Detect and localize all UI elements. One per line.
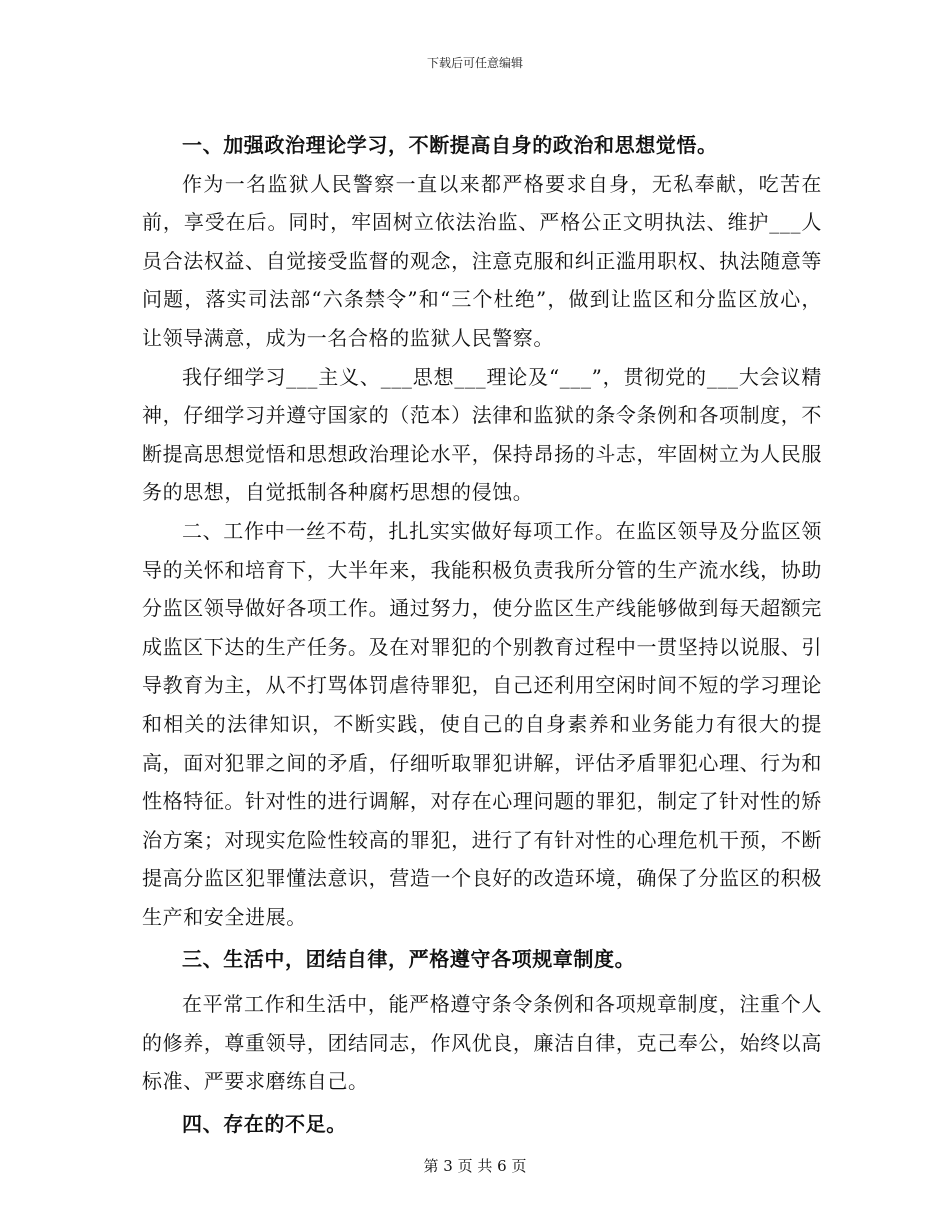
header-note: 下载后可任意编辑 [426, 56, 523, 70]
page-indicator: 第 3 页 共 6 页 [423, 1157, 527, 1175]
paragraph-1: 作为一名监狱人民警察一直以来都严格要求自身，无私奉献，吃苦在前，享受在后。同时，牢固树立依法治监、严格公正文明执法、维护___人员合法权益、自觉接受监督的观念，注意克服和纠正滥用职权、执法随意等问题，落实司法部“六条禁令”和“三个杜绝”，做到让监区和分监区放心，让领导满意，成为一名合格的监狱人民警察。 [142, 171, 822, 350]
paragraph-2: 我仔细学习___主义、___思想___理论及“___”，贯彻党的___大会议精神，仔细学习并遵守国家的（范本）法律和监狱的条令条例和各项制度，不断提高思想觉悟和思想政治理论水平，保持昂扬的斗志，牢固树立为人民服务的思想，自觉抵制各种腐朽思想的侵蚀。 [142, 364, 822, 505]
paragraph-4: 在平常工作和生活中，能严格遵守条令条例和各项规章制度，注重个人的修养，尊重领导，团结同志，作风优良，廉洁自律，克己奉公，始终以高标准、严要求磨练自己。 [142, 992, 822, 1094]
document-body [142, 106, 822, 1149]
section-heading-4: 四、存在的不足。 [182, 1111, 347, 1136]
section-heading-1: 一、加强政治理论学习，不断提高自身的政治和思想觉悟。 [182, 133, 718, 157]
section-heading-3: 三、生活中，团结自律，严格遵守各项规章制度。 [182, 947, 636, 972]
paragraph-3: 二、工作中一丝不苟，扎扎实实做好每项工作。在监区领导及分监区领导的关怀和培育下，大半年来，我能积极负责我所分管的生产流水线，协助分监区领导做好各项工作。通过努力，使分监区生产线能够做到每天超额完成监区下达的生产任务。及在对罪犯的个别教育过程中一贯坚持以说服、引导教育为主，从不打骂体罚虐待罪犯，自己还利用空闲时间不短的学习理论和相关的法律知识，不断实践，使自己的自身素养和业务能力有很大的提高，面对犯罪之间的矛盾，仔细听取罪犯讲解，评估矛盾罪犯心理、行为和性格特征。针对性的进行调解，对存在心理问题的罪犯，制定了针对性的矫治方案；对现实危险性较高的罪犯，进行了有针对性的心理危机干预，不断提高分监区犯罪懂法意识，营造一个良好的改造环境，确保了分监区的积极生产和安全进展。 [142, 518, 822, 929]
